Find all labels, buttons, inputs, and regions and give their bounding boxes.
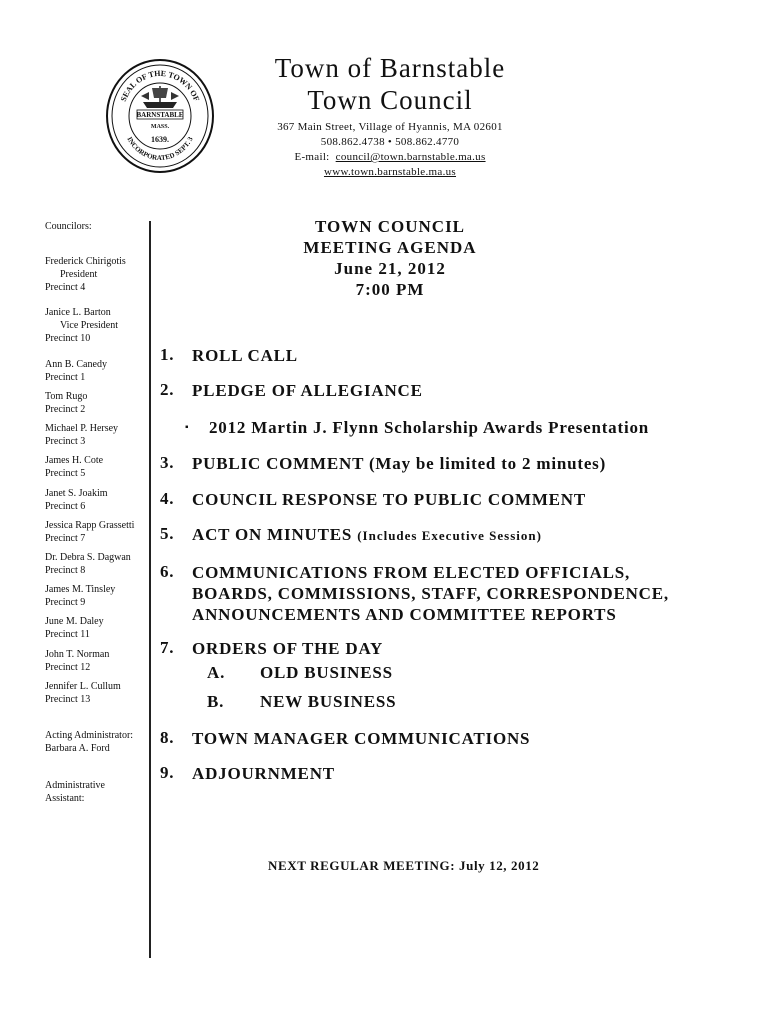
councilor-precinct: Precinct 4 — [45, 282, 86, 293]
councilor-role: Vice President — [60, 320, 118, 331]
councilor-entry — [45, 551, 131, 577]
agenda-item-text: ROLL CALL — [192, 346, 298, 365]
councilor-name: Dr. Debra S. Dagwan — [45, 552, 131, 563]
agenda-item — [160, 638, 383, 659]
town-name: Town of Barnstable — [274, 53, 506, 83]
sub-item-letter: B. — [207, 692, 225, 711]
bullet-marker: ▪ — [185, 422, 190, 433]
councilor-name: June M. Daley — [45, 616, 104, 627]
acting-administrator — [45, 729, 133, 755]
agenda-title — [270, 216, 510, 300]
councilor-entry — [45, 454, 103, 480]
agenda-item-number: 7. — [160, 638, 175, 657]
agenda-item — [160, 489, 586, 510]
sub-item-letter: A. — [207, 663, 226, 682]
councilors-label: Councilors: — [45, 221, 92, 232]
agenda-title-line: MEETING AGENDA — [303, 238, 477, 257]
agenda-item — [160, 763, 335, 784]
councilor-entry — [45, 648, 109, 674]
councilor-precinct: Precinct 6 — [45, 501, 86, 512]
councilor-entry — [45, 358, 107, 384]
sub-item-text: OLD BUSINESS — [260, 663, 393, 682]
councilor-name: Tom Rugo — [45, 391, 88, 402]
agenda-item-text: ADJOURNMENT — [192, 764, 335, 783]
council-name: Town Council — [307, 85, 473, 115]
councilor-entry — [45, 487, 108, 513]
councilor-name: Ann B. Canedy — [45, 359, 107, 370]
councilor-name: Jessica Rapp Grassetti — [45, 520, 135, 531]
councilor-precinct: Precinct 8 — [45, 565, 86, 576]
councilor-entry — [45, 422, 118, 448]
seal-top-text: SEAL OF THE TOWN OF — [118, 68, 202, 103]
administrative-assistant-label: Administrative — [45, 780, 105, 791]
agenda-item-number: 2. — [160, 380, 175, 399]
bullet-text: 2012 Martin J. Flynn Scholarship Awards Presentation — [209, 418, 650, 437]
councilor-name: Janice L. Barton — [45, 307, 111, 318]
agenda-title-line: TOWN COUNCIL — [314, 217, 466, 236]
agenda-item-note: (Includes Executive Session) — [357, 528, 542, 543]
seal-bottom-text: INCORPORATED SEPT. 3 — [125, 135, 195, 163]
agenda-bullet — [185, 418, 649, 438]
councilor-precinct: Precinct 13 — [45, 694, 91, 705]
councilor-precinct: Precinct 1 — [45, 372, 86, 383]
email-label: E-mail: — [294, 151, 330, 163]
meeting-time: 7:00 PM — [355, 280, 425, 299]
website-link[interactable]: www.town.barnstable.ma.us — [323, 166, 457, 178]
agenda-item-text: ANNOUNCEMENTS AND COMMITTEE REPORTS — [192, 605, 617, 624]
agenda-item-text: PLEDGE OF ALLEGIANCE — [192, 381, 423, 400]
email-link[interactable]: council@town.barnstable.ma.us — [335, 151, 486, 163]
councilor-precinct: Precinct 11 — [45, 629, 90, 640]
administrative-assistant — [45, 779, 105, 805]
agenda-item-number: 4. — [160, 489, 175, 508]
email-line — [190, 150, 590, 165]
seal-year-text: 1639. — [151, 135, 169, 144]
councilor-precinct: Precinct 5 — [45, 468, 86, 479]
councilor-precinct: Precinct 12 — [45, 662, 91, 673]
councilor-name: Frederick Chirigotis — [45, 256, 126, 267]
sub-item-text: NEW BUSINESS — [260, 692, 397, 711]
agenda-item-number: 9. — [160, 763, 175, 782]
councilor-precinct: Precinct 7 — [45, 533, 86, 544]
agenda-item — [160, 562, 669, 625]
phone-numbers: 508.862.4738 • 508.862.4770 — [320, 136, 460, 148]
councilor-entry — [45, 255, 126, 294]
agenda-item-number: 5. — [160, 524, 175, 543]
meeting-date: June 21, 2012 — [334, 259, 446, 278]
agenda-item — [160, 345, 298, 366]
agenda-item-number: 8. — [160, 728, 175, 747]
letterhead — [190, 52, 590, 180]
councilor-precinct: Precinct 10 — [45, 333, 91, 344]
councilor-entry — [45, 615, 104, 641]
councilor-precinct: Precinct 2 — [45, 404, 86, 415]
councilor-precinct: Precinct 3 — [45, 436, 86, 447]
agenda-item — [160, 524, 542, 546]
councilor-precinct: Precinct 9 — [45, 597, 86, 608]
acting-administrator-label: Acting Administrator: — [45, 730, 134, 741]
councilor-name: John T. Norman — [45, 649, 110, 660]
councilor-entry — [45, 519, 134, 545]
agenda-item-number: 6. — [160, 562, 175, 581]
councilor-role: President — [60, 269, 98, 280]
agenda-item-number: 3. — [160, 453, 175, 472]
councilor-name: James M. Tinsley — [45, 584, 116, 595]
next-meeting-note: NEXT REGULAR MEETING: July 12, 2012 — [268, 858, 540, 873]
agenda-item — [160, 453, 606, 474]
vertical-divider — [149, 221, 151, 958]
councilor-entry — [45, 306, 118, 345]
councilor-name: Michael P. Hersey — [45, 423, 119, 434]
agenda-item — [160, 728, 530, 749]
agenda-item-text: TOWN MANAGER COMMUNICATIONS — [192, 729, 531, 748]
councilor-entry — [45, 583, 115, 609]
agenda-item-text: BOARDS, COMMISSIONS, STAFF, CORRESPONDENCE, — [192, 584, 669, 603]
agenda-item-text: ORDERS OF THE DAY — [192, 639, 384, 658]
councilor-name: Janet S. Joakim — [45, 488, 108, 499]
agenda-item-number: 1. — [160, 345, 175, 364]
acting-administrator-name: Barbara A. Ford — [45, 743, 110, 754]
seal-center-text: BARNSTABLE — [136, 111, 184, 119]
councilor-entry — [45, 390, 87, 416]
councilor-entry — [45, 680, 121, 706]
agenda-item-text: COMMUNICATIONS FROM ELECTED OFFICIALS, — [192, 563, 631, 582]
councilor-name: James H. Cote — [45, 455, 104, 466]
agenda-sub-item — [207, 692, 396, 712]
agenda-item — [160, 380, 423, 401]
agenda-item-text: ACT ON MINUTES — [192, 525, 353, 544]
address: 367 Main Street, Village of Hyannis, MA 02601 — [277, 121, 503, 133]
agenda-sub-item — [207, 663, 393, 683]
agenda-item-text: COUNCIL RESPONSE TO PUBLIC COMMENT — [192, 490, 587, 509]
contact-block — [190, 120, 590, 180]
administrative-assistant-label: Assistant: — [45, 793, 85, 804]
councilor-name: Jennifer L. Cullum — [45, 681, 121, 692]
seal-state-text: MASS. — [150, 124, 170, 130]
agenda-item-text: PUBLIC COMMENT (May be limited to 2 minutes) — [192, 454, 607, 473]
